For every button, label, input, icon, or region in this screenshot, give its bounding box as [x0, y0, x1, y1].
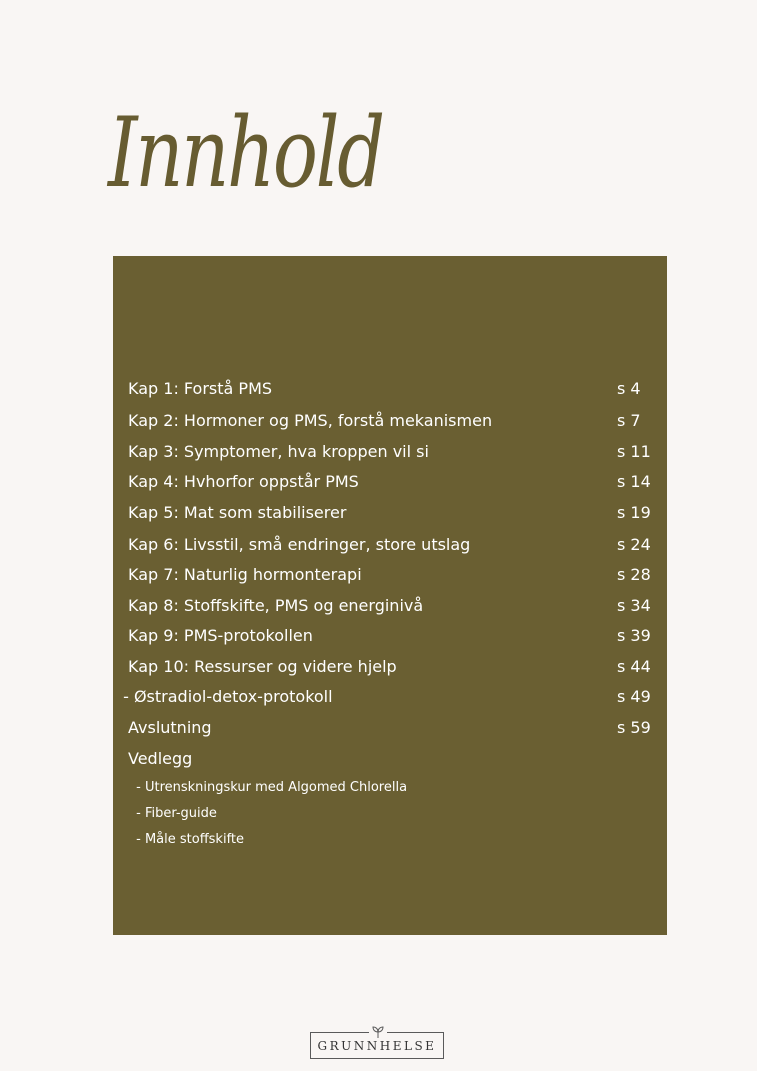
toc-entry-label: Avslutning — [128, 718, 212, 737]
toc-entry-label: Kap 8: Stoffskifte, PMS og energinivå — [128, 596, 424, 615]
toc-entry-label: Vedlegg — [128, 749, 193, 768]
appendix-item-label: - Måle stoffskifte — [132, 832, 245, 847]
toc-entry-page: s 49 — [617, 687, 651, 706]
toc-entry-label: Kap 6: Livsstil, små endringer, store utslag — [128, 535, 471, 554]
toc-entry-label: - Østradiol-detox-protokoll — [118, 687, 333, 706]
toc-entry-page: s 59 — [617, 718, 651, 737]
toc-entry-page: s 7 — [617, 411, 641, 430]
toc-entry-page: s 39 — [617, 626, 651, 645]
sprout-icon — [369, 1023, 387, 1035]
toc-entry-page: s 34 — [617, 596, 651, 615]
toc-entry-page: s 28 — [617, 565, 651, 584]
table-of-contents — [113, 256, 667, 935]
toc-entry-label: Kap 3: Symptomer, hva kroppen vil si — [128, 442, 429, 461]
toc-entry-label: Kap 9: PMS-protokollen — [128, 626, 313, 645]
page-title: Innhold — [108, 97, 383, 209]
toc-entry-page: s 19 — [617, 503, 651, 522]
toc-entry-page: s 44 — [617, 657, 651, 676]
appendix-item-label: - Utrenskningskur med Algomed Chlorella — [132, 780, 408, 795]
toc-entry-label: Kap 4: Hvhorfor oppstår PMS — [128, 472, 359, 491]
toc-entry-page: s 4 — [617, 379, 641, 398]
toc-entry-page: s 11 — [617, 442, 651, 461]
brand-name: GRUNNHELSE — [317, 1038, 437, 1053]
toc-entry-page: s 24 — [617, 535, 651, 554]
toc-entry-label: Kap 2: Hormoner og PMS, forstå mekanismen — [128, 411, 493, 430]
toc-entry-label: Kap 1: Forstå PMS — [128, 379, 273, 398]
toc-entry-label: Kap 5: Mat som stabiliserer — [128, 503, 347, 522]
toc-entry-label: Kap 7: Naturlig hormonterapi — [128, 565, 362, 584]
appendix-item-label: - Fiber-guide — [132, 806, 217, 821]
toc-entry-page: s 14 — [617, 472, 651, 491]
toc-entry-label: Kap 10: Ressurser og videre hjelp — [128, 657, 397, 676]
